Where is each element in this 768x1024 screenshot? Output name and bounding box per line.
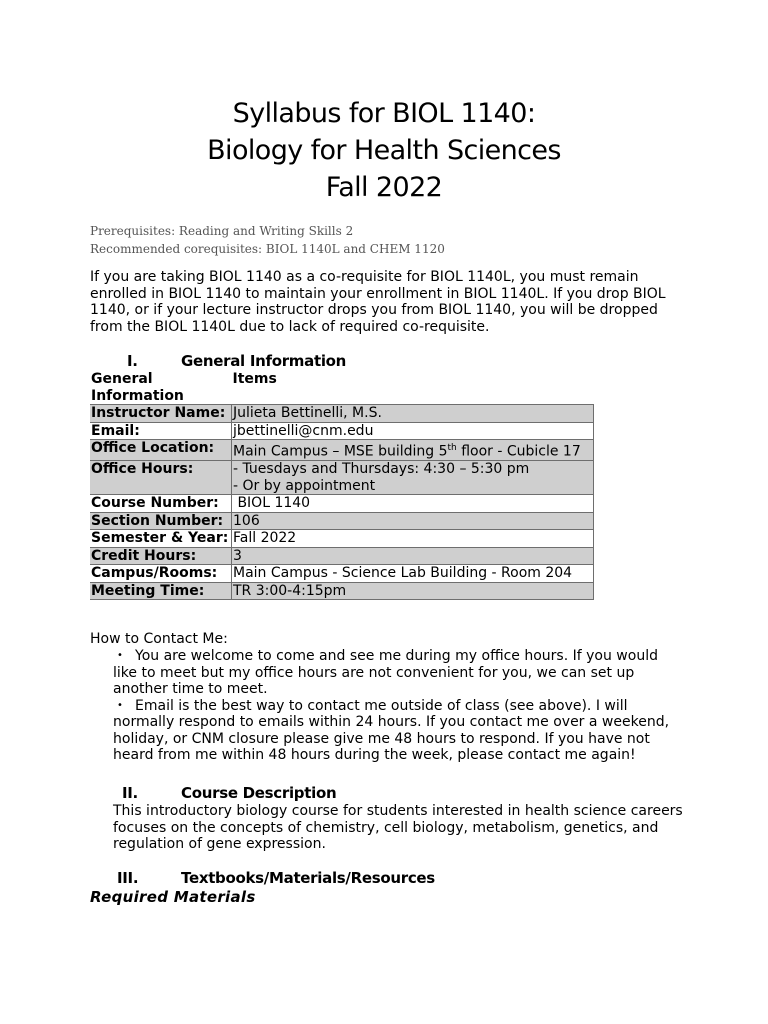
general-info-table <box>90 371 594 600</box>
bullet-icon: • <box>117 699 123 711</box>
document-title <box>0 95 768 206</box>
row-label: Course Number: <box>90 495 232 513</box>
row-label: Credit Hours: <box>90 547 232 565</box>
row-label: Campus/Rooms: <box>90 565 232 583</box>
table-header-row <box>90 371 594 405</box>
contact-item-text: Email is the best way to contact me outside of class (see above). I will normally respond to emails within 24 hours. If you contact me over a weekend, holiday, or CNM closure please give me 48 hours to respond. If you have not heard from me within 48 hours during the week, please contact me again! <box>113 697 670 763</box>
row-value: Julieta Bettinelli, M.S. <box>232 405 594 423</box>
title-line-course: Syllabus for BIOL 1140: <box>232 98 536 129</box>
row-label: Email: <box>90 422 232 440</box>
contact-list <box>90 648 670 764</box>
row-label: Office Hours: <box>90 461 232 495</box>
row-label: Instructor Name: <box>90 405 232 423</box>
table-row-course-number <box>90 495 594 513</box>
contact-heading: How to Contact Me: <box>90 631 228 647</box>
table-row-email <box>90 422 594 440</box>
list-item <box>90 648 670 698</box>
section-number: II. <box>122 784 138 802</box>
table-row-instructor <box>90 405 594 423</box>
table-row-office-hours <box>90 461 594 495</box>
table-row-campus-rooms <box>90 565 594 583</box>
table-row-meeting-time <box>90 582 594 600</box>
row-value: Main Campus – MSE building 5th floor - Cubicle 17 <box>232 440 594 461</box>
contact-item-text: You are welcome to come and see me during my office hours. If you would like to meet but my office hours are not convenient for you, we can set up another time to meet. <box>113 648 658 697</box>
intro-paragraph: If you are taking BIOL 1140 as a co-requisite for BIOL 1140L, you must remain enrolled in BIOL 1140 to maintain your enrollment in BIOL 1140L. If you drop BIOL 1140, or if your lecture instructor drops you from BIOL 1140, you will be dropped from the BIOL 1140L due to lack of required co-requisite. <box>90 269 666 335</box>
title-line-name: Biology for Health Sciences <box>207 135 561 166</box>
prerequisites-block <box>90 222 445 258</box>
table-row-credit-hours <box>90 547 594 565</box>
row-label: Semester & Year: <box>90 530 232 548</box>
course-description-text: This introductory biology course for students interested in health science careers focuses on the concepts of chemistry, cell biology, metabolism, genetics, and regulation of gene expression. <box>113 803 683 852</box>
table-row-office-location <box>90 440 594 461</box>
section-number: III. <box>117 869 139 887</box>
row-value: BIOL 1140 <box>232 495 594 513</box>
corequisites-text: Recommended corequisites: BIOL 1140L and CHEM 1120 <box>90 242 445 256</box>
bullet-icon: • <box>117 650 123 661</box>
row-value: - Tuesdays and Thursdays: 4:30 – 5:30 pm - Or by appointment <box>232 461 594 495</box>
row-value: TR 3:00-4:15pm <box>232 582 594 600</box>
row-value: jbettinelli@cnm.edu <box>232 422 594 440</box>
title-line-term: Fall 2022 <box>325 172 443 203</box>
required-materials-heading: Required Materials <box>90 888 256 906</box>
section-title: Course Description <box>181 784 337 802</box>
table-header-col2: Items <box>232 371 277 387</box>
row-value: Main Campus - Science Lab Building - Room 204 <box>232 565 594 583</box>
prerequisites-text: Prerequisites: Reading and Writing Skills 2 <box>90 224 354 238</box>
section-title: General Information <box>181 352 347 370</box>
list-item <box>90 698 670 764</box>
table-header-col1: General Information <box>91 371 184 404</box>
row-label: Office Location: <box>90 440 232 461</box>
row-label: Meeting Time: <box>90 582 232 600</box>
row-value: 106 <box>232 512 594 530</box>
row-value: 3 <box>232 547 594 565</box>
table-row-section-number <box>90 512 594 530</box>
section-number: I. <box>127 352 138 370</box>
row-label: Section Number: <box>90 512 232 530</box>
row-value: Fall 2022 <box>232 530 594 548</box>
table-row-semester <box>90 530 594 548</box>
section-title: Textbooks/Materials/Resources <box>181 869 435 887</box>
